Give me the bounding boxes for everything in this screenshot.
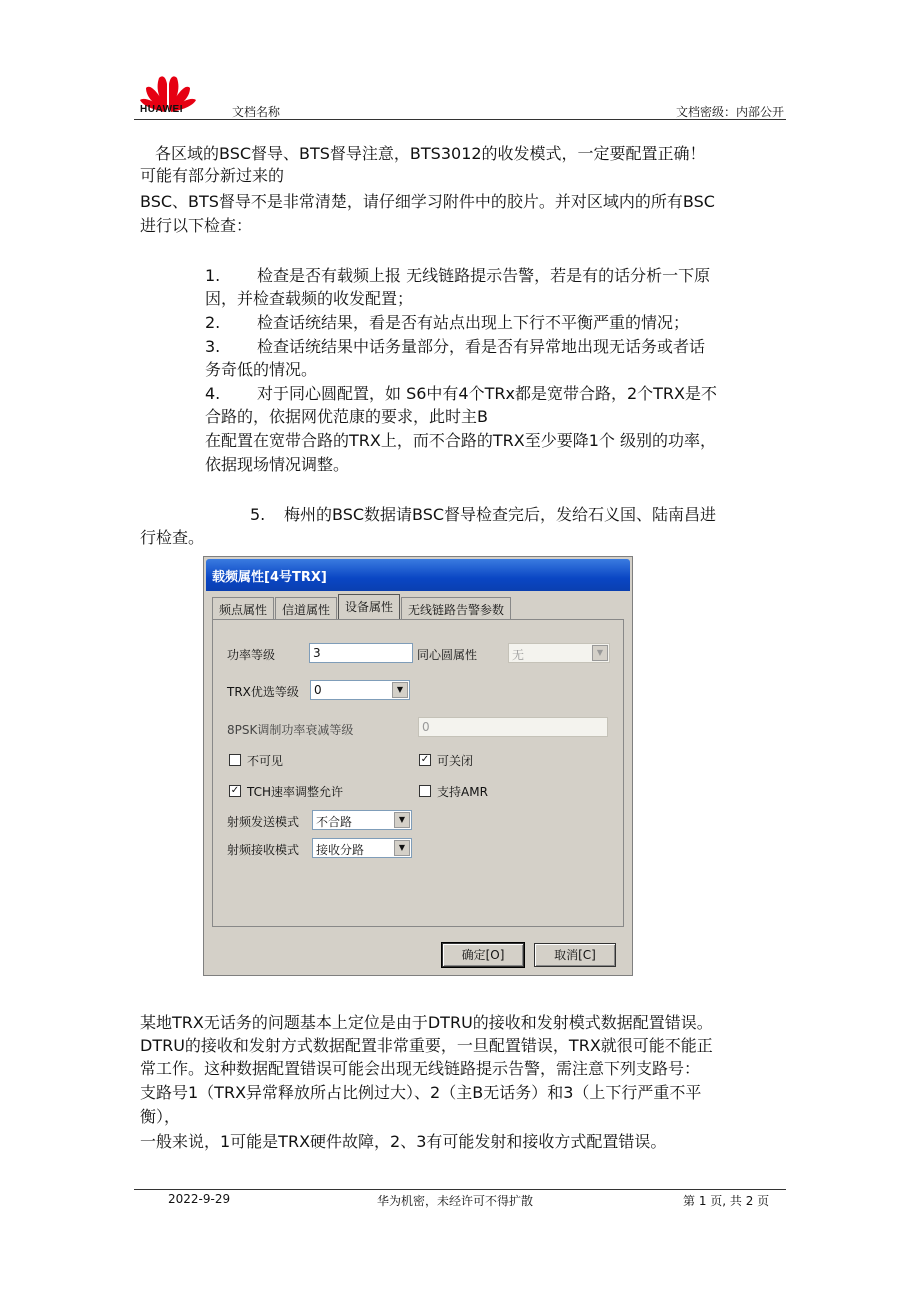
psk-attenuation-input[interactable]: 0 — [418, 717, 608, 737]
dialog-titlebar[interactable] — [206, 559, 630, 591]
footer-page-info: 第 1 页, 共 2 页 — [683, 1194, 770, 1208]
device-attributes-panel — [212, 619, 624, 927]
rx-mode-label: 射频接收模式 — [227, 843, 300, 857]
invisible-checkbox[interactable] — [229, 754, 241, 766]
tch-rate-adjust-checkbox[interactable]: ✓ — [230, 785, 240, 796]
after-line-1: 某地TRX无话务的问题基本上定位是由于DTRU的接收和发射模式数据配置错误。 — [140, 1013, 713, 1032]
tx-mode-value: 不合路 — [316, 815, 353, 829]
list-item-3-line-2: 务奇低的情况。 — [205, 360, 318, 379]
amr-label: 支持AMR — [437, 785, 488, 799]
power-level-label: 功率等级 — [227, 648, 276, 662]
after-line-5: 衡）， — [140, 1107, 181, 1126]
dialog-tabs — [212, 597, 512, 619]
concentric-value: 无 — [512, 648, 525, 662]
dialog-title: 载频属性[4号TRX] — [212, 570, 327, 585]
intro-line-4: 进行以下检查： — [140, 216, 253, 235]
list-item-4-line-1: 对于同心圆配置，如 S6中有4个TRx都是宽带合路，2个TRX是不 — [257, 384, 717, 403]
cancel-button[interactable]: 取消[C] — [534, 943, 616, 967]
list-number-3: 3. — [205, 337, 221, 356]
list-item-1-line-2: 因，并检查载频的收发配置； — [205, 289, 414, 308]
list-item-4-line-4: 依据现场情况调整。 — [205, 455, 350, 474]
closable-label: 可关闭 — [437, 754, 474, 768]
list-number-2: 2. — [205, 313, 221, 332]
list-item-5-line-1: 梅州的BSC数据请BSC督导检查完后，发给石义国、陆南昌进 — [284, 505, 717, 524]
chevron-down-icon: ▼ — [392, 682, 408, 698]
invisible-label: 不可见 — [247, 754, 284, 768]
trx-priority-value: 0 — [314, 683, 322, 697]
list-number-1: 1. — [205, 266, 221, 285]
chevron-down-icon: ▼ — [394, 812, 410, 828]
list-number-4: 4. — [205, 384, 221, 403]
tx-mode-label: 射频发送模式 — [227, 815, 300, 829]
amr-checkbox[interactable] — [419, 785, 431, 797]
intro-line-3: BSC、BTS督导不是非常清楚，请仔细学习附件中的胶片。并对区域内的所有BSC — [140, 192, 715, 211]
document-title: 文档名称 — [232, 105, 281, 119]
after-line-6: 一般来说，1可能是TRX硬件故障，2、3有可能发射和接收方式配置错误。 — [140, 1132, 667, 1151]
tx-mode-select[interactable] — [312, 810, 412, 830]
power-level-input[interactable]: 3 — [309, 643, 413, 663]
after-line-2: DTRU的接收和发射方式数据配置非常重要，一旦配置错误，TRX就很可能不能正 — [140, 1036, 713, 1055]
trx-priority-label: TRX优选等级 — [227, 685, 299, 699]
list-item-4-line-2: 合路的，依据网优范康的要求，此时主B — [205, 407, 488, 426]
intro-line-2: 可能有部分新过来的 — [140, 166, 285, 185]
list-item-3-line-1: 检查话统结果中话务量部分，看是否有异常地出现无话务或者话 — [257, 337, 706, 356]
intro-line-1: 各区域的BSC督导、BTS督导注意，BTS3012的收发模式，一定要配置正确！ — [155, 144, 706, 163]
tch-rate-adjust-label: TCH速率调整允许 — [247, 785, 344, 799]
list-item-5-line-2: 行检查。 — [140, 528, 205, 547]
tab-channel-attributes[interactable]: 信道属性 — [275, 597, 337, 620]
footer-date: 2022-9-29 — [168, 1192, 231, 1206]
tab-frequency-attributes[interactable]: 频点属性 — [212, 597, 274, 620]
brand-name: HUAWEI — [140, 104, 183, 115]
list-item-2-line-1: 检查话统结果，看是否有站点出现上下行不平衡严重的情况； — [257, 313, 690, 332]
rx-mode-value: 接收分路 — [316, 843, 365, 857]
list-number-5: 5. — [250, 505, 266, 524]
list-item-4-line-3: 在配置在宽带合路的TRX上，而不合路的TRX至少要降1个 级别的功率， — [205, 431, 716, 450]
header-divider — [134, 119, 786, 120]
tab-radio-link-alarm-params[interactable]: 无线链路告警参数 — [401, 597, 511, 620]
trx-priority-select[interactable] — [310, 680, 410, 700]
psk-attenuation-label: 8PSK调制功率衰减等级 — [227, 723, 354, 737]
footer-divider — [134, 1189, 786, 1190]
after-line-4: 支路号1（TRX异常释放所占比例过大）、2（主B无话务）和3（上下行严重不平 — [140, 1083, 702, 1102]
trx-properties-dialog — [203, 556, 633, 976]
concentric-select[interactable] — [508, 643, 610, 663]
document-classification: 文档密级：内部公开 — [675, 105, 784, 119]
chevron-down-icon: ▼ — [592, 645, 608, 661]
after-line-3: 常工作。这种数据配置错误可能会出现无线链路提示告警，需注意下列支路号： — [140, 1059, 701, 1078]
ok-button[interactable]: 确定[O] — [442, 943, 524, 967]
tab-device-attributes[interactable]: 设备属性 — [338, 594, 400, 620]
footer-confidential-notice: 华为机密，未经许可不得扩散 — [377, 1194, 534, 1208]
rx-mode-select[interactable] — [312, 838, 412, 858]
closable-checkbox[interactable]: ✓ — [420, 754, 430, 765]
chevron-down-icon: ▼ — [394, 840, 410, 856]
list-item-1-line-1: 检查是否有载频上报 无线链路提示告警，若是有的话分析一下原 — [257, 266, 711, 285]
concentric-label: 同心圆属性 — [417, 648, 478, 662]
